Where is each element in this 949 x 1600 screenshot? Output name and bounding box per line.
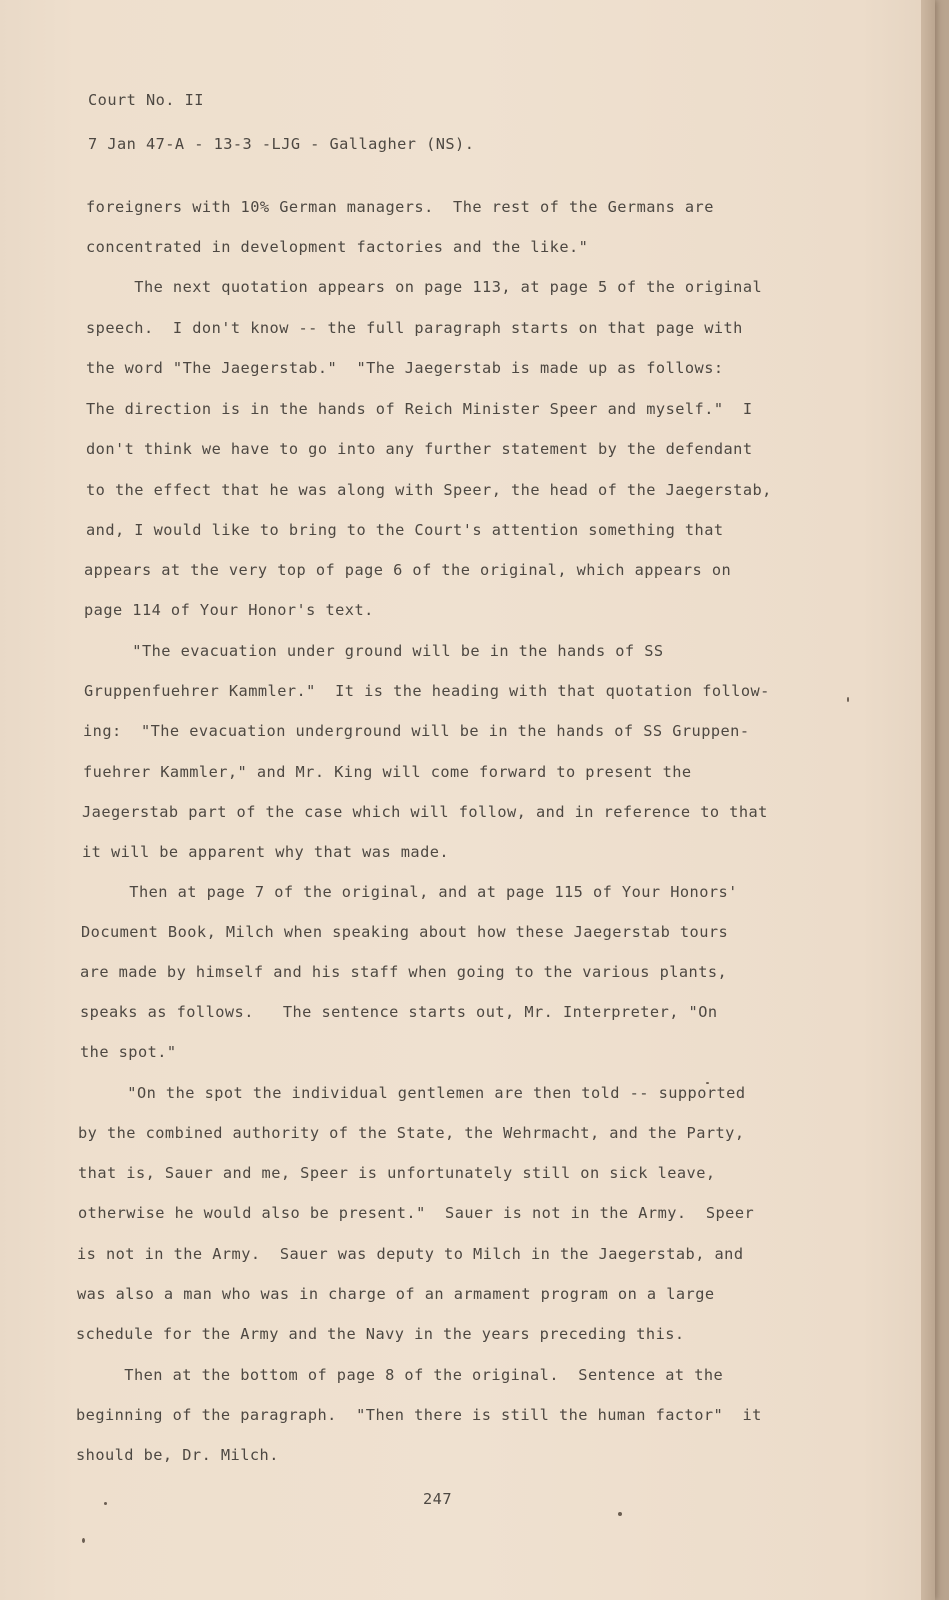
paper-speck <box>618 1512 622 1516</box>
body-line: "On the spot the individual gentlemen are then told -- supported <box>79 1084 746 1102</box>
body-line: it will be apparent why that was made. <box>82 843 450 861</box>
paper-speck <box>104 1502 107 1505</box>
body-line: concentrated in development factories and the like." <box>86 238 589 256</box>
paper-speck <box>847 697 849 702</box>
body-line: appears at the very top of page 6 of the original, which appears on <box>84 561 732 579</box>
page-edge <box>921 0 935 1600</box>
body-line: Document Book, Milch when speaking about how these Jaegerstab tours <box>81 923 729 941</box>
body-line: Gruppenfuehrer Kammler." It is the heading with that quotation follow- <box>84 682 770 700</box>
body-line: page 114 of Your Honor's text. <box>84 601 374 619</box>
body-line: is not in the Army. Sauer was deputy to Milch in the Jaegerstab, and <box>77 1245 744 1263</box>
header-court: Court No. II <box>88 91 204 109</box>
page-number: 247 <box>423 1490 452 1508</box>
body-line: by the combined authority of the State, the Wehrmacht, and the Party, <box>78 1124 745 1142</box>
body-line: beginning of the paragraph. "Then there is still the human factor" it <box>76 1406 762 1424</box>
body-line: the word "The Jaegerstab." "The Jaegerstab is made up as follows: <box>86 359 724 377</box>
body-line: are made by himself and his staff when going to the various plants, <box>80 963 728 981</box>
body-line: schedule for the Army and the Navy in the years preceding this. <box>76 1325 685 1343</box>
body-line: The direction is in the hands of Reich Minister Speer and myself." I <box>86 400 753 418</box>
body-line: to the effect that he was along with Speer, the head of the Jaegerstab, <box>86 481 772 499</box>
body-line: was also a man who was in charge of an armament program on a large <box>77 1285 715 1303</box>
body-line: should be, Dr. Milch. <box>76 1446 279 1464</box>
body-line: and, I would like to bring to the Court's attention something that <box>86 521 724 539</box>
body-line: ing: "The evacuation underground will be in the hands of SS Gruppen- <box>83 722 750 740</box>
body-line: fuehrer Kammler," and Mr. King will come forward to present the <box>83 763 692 781</box>
body-line: The next quotation appears on page 113, at page 5 of the original <box>86 278 763 296</box>
header-session: 7 Jan 47-A - 13-3 -LJG - Gallagher (NS). <box>88 135 475 153</box>
body-line: "The evacuation under ground will be in the hands of SS <box>84 642 664 660</box>
body-line: Then at the bottom of page 8 of the original. Sentence at the <box>76 1366 724 1384</box>
paper-speck <box>706 1082 709 1084</box>
body-line: that is, Sauer and me, Speer is unfortunately still on sick leave, <box>78 1164 716 1182</box>
body-line: Jaegerstab part of the case which will follow, and in reference to that <box>82 803 768 821</box>
body-line: Then at page 7 of the original, and at page 115 of Your Honors' <box>81 883 738 901</box>
body-line: otherwise he would also be present." Sauer is not in the Army. Speer <box>78 1204 755 1222</box>
body-line: the spot." <box>80 1043 177 1061</box>
body-line: speaks as follows. The sentence starts out, Mr. Interpreter, "On <box>80 1003 718 1021</box>
body-line: foreigners with 10% German managers. The rest of the Germans are <box>86 198 714 216</box>
paper-speck <box>82 1538 85 1543</box>
body-line: speech. I don't know -- the full paragraph starts on that page with <box>86 319 743 337</box>
body-line: don't think we have to go into any further statement by the defendant <box>86 440 753 458</box>
